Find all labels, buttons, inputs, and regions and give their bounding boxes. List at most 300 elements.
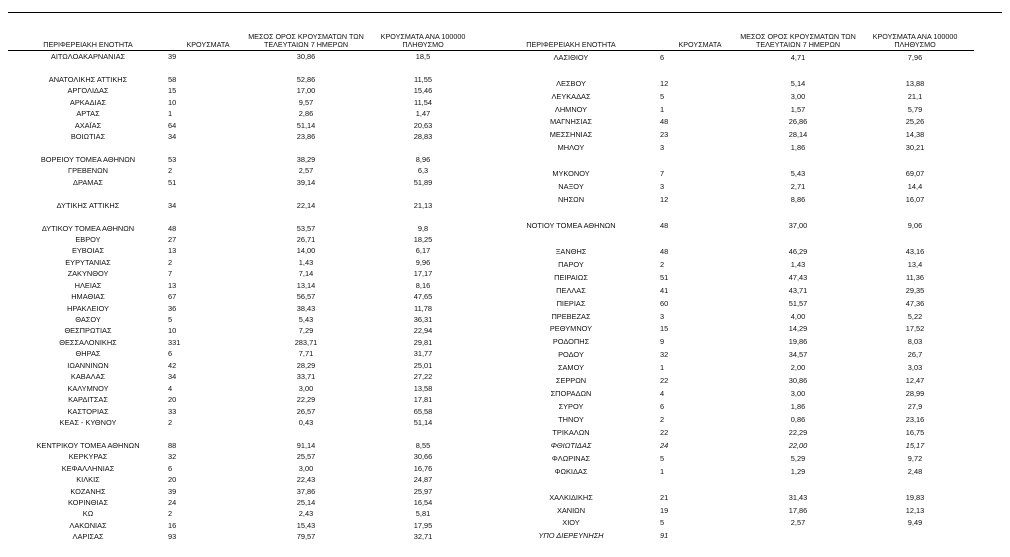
avg7-cell: 1,43 bbox=[790, 259, 806, 269]
cases-cell: 91 bbox=[660, 531, 669, 541]
header-cases: ΚΡΟΥΣΜΑΤΑ bbox=[678, 40, 722, 49]
avg7-cell: 7,14 bbox=[298, 269, 314, 279]
per100k-cell: 51,89 bbox=[413, 177, 433, 187]
per100k-cell: 5,81 bbox=[415, 509, 431, 519]
cases-cell: 13 bbox=[168, 246, 177, 256]
table-row bbox=[8, 280, 482, 291]
avg7-cell: 56,57 bbox=[296, 292, 316, 302]
region-cell: ΣΑΜΟΥ bbox=[557, 363, 585, 373]
avg7-cell: 0,43 bbox=[298, 417, 314, 427]
cases-cell: 22 bbox=[660, 427, 669, 437]
region-cell: ΜΕΣΣΗΝΙΑΣ bbox=[549, 130, 593, 140]
per100k-cell: 9,96 bbox=[415, 257, 431, 267]
avg7-cell: 22,29 bbox=[788, 427, 808, 437]
cases-cell: 3 bbox=[660, 143, 665, 153]
cases-cell: 21 bbox=[660, 492, 669, 502]
left-cases-table bbox=[8, 24, 482, 543]
per100k-cell: 21,13 bbox=[413, 200, 433, 210]
table-row bbox=[482, 297, 974, 310]
table-row bbox=[8, 51, 482, 63]
per100k-cell: 8,03 bbox=[907, 337, 923, 347]
cases-cell: 24 bbox=[168, 497, 177, 507]
cases-cell: 331 bbox=[168, 337, 181, 347]
spacer-cell bbox=[8, 188, 482, 199]
region-cell: ΦΛΩΡΙΝΑΣ bbox=[551, 453, 591, 463]
per100k-cell: 15,46 bbox=[413, 86, 433, 96]
spacer-cell bbox=[482, 155, 974, 168]
per100k-cell: 3,03 bbox=[907, 363, 923, 373]
cases-cell: 10 bbox=[168, 97, 177, 107]
per100k-cell: 1,47 bbox=[415, 109, 431, 119]
table-row bbox=[8, 291, 482, 302]
spacer-row bbox=[8, 188, 482, 199]
avg7-cell: 51,57 bbox=[788, 298, 808, 308]
region-cell: ΔΥΤΙΚΗΣ ΑΤΤΙΚΗΣ bbox=[56, 200, 120, 210]
region-cell: ΤΗΝΟΥ bbox=[558, 415, 584, 424]
table-row bbox=[8, 531, 482, 542]
table-row bbox=[8, 474, 482, 485]
region-cell: ΤΡΙΚΑΛΩΝ bbox=[552, 427, 590, 437]
avg7-cell: 2,43 bbox=[298, 509, 314, 519]
cases-cell: 48 bbox=[660, 117, 669, 127]
per100k-cell: 8,96 bbox=[415, 154, 431, 164]
per100k-cell: 8,16 bbox=[415, 280, 431, 290]
avg7-cell: 5,43 bbox=[298, 315, 314, 324]
table-row bbox=[8, 486, 482, 497]
table-row bbox=[8, 417, 482, 428]
cases-cell: 1 bbox=[660, 104, 665, 114]
avg7-cell: 22,14 bbox=[296, 200, 316, 210]
header-region: ΠΕΡΙΦΕΡΕΙΑΚΗ ΕΝΟΤΗΤΑ bbox=[43, 40, 133, 49]
table-row bbox=[482, 374, 974, 387]
spacer-cell bbox=[482, 478, 974, 491]
cases-cell: 64 bbox=[168, 120, 177, 130]
table-row bbox=[482, 400, 974, 413]
cases-cell: 2 bbox=[168, 417, 173, 427]
region-cell: ΚΑΛΥΜΝΟΥ bbox=[67, 383, 109, 393]
cases-cell: 42 bbox=[168, 360, 177, 370]
avg7-cell: 2,71 bbox=[790, 182, 806, 192]
cases-cell: 33 bbox=[168, 406, 177, 416]
avg7-cell: 5,14 bbox=[790, 78, 806, 88]
table-row bbox=[8, 303, 482, 314]
table-row bbox=[482, 180, 974, 193]
region-cell: ΜΗΛΟΥ bbox=[557, 143, 585, 153]
region-cell: ΗΡΑΚΛΕΙΟΥ bbox=[67, 303, 109, 313]
table-row bbox=[8, 74, 482, 85]
spacer-row bbox=[482, 206, 974, 219]
table-row bbox=[482, 219, 974, 232]
per100k-cell: 51,14 bbox=[413, 417, 433, 427]
cases-cell: 5 bbox=[168, 315, 173, 324]
cases-cell: 4 bbox=[168, 383, 173, 393]
avg7-cell: 17,86 bbox=[788, 505, 808, 515]
table-header-row bbox=[8, 24, 482, 51]
region-cell: ΘΕΣΣΑΛΟΝΙΚΗΣ bbox=[59, 337, 117, 347]
table-row bbox=[8, 223, 482, 234]
region-cell: ΚΩ bbox=[82, 509, 94, 519]
per100k-cell: 14,38 bbox=[905, 130, 925, 140]
header-avg7: ΜΕΣΟΣ ΟΡΟΣ ΚΡΟΥΣΜΑΤΩΝ ΤΩΝ ΤΕΛΕΥΤΑΙΩΝ 7 ΗΜΕΡΩΝ bbox=[248, 32, 364, 49]
table-row bbox=[482, 426, 974, 439]
cases-cell: 2 bbox=[168, 166, 173, 176]
per100k-cell: 17,52 bbox=[905, 324, 925, 334]
per100k-cell: 30,21 bbox=[905, 143, 925, 153]
table-row bbox=[8, 497, 482, 508]
cases-cell: 3 bbox=[660, 182, 665, 192]
per100k-cell: 2,48 bbox=[907, 466, 923, 476]
cases-cell: 4 bbox=[660, 389, 665, 399]
region-cell: ΡΟΔΟΠΗΣ bbox=[552, 337, 590, 347]
avg7-cell: 1,57 bbox=[790, 104, 806, 114]
avg7-cell: 19,86 bbox=[788, 337, 808, 347]
region-cell: ΚΑΒΑΛΑΣ bbox=[70, 372, 106, 382]
region-cell: ΗΛΕΙΑΣ bbox=[74, 280, 102, 290]
table-row bbox=[482, 336, 974, 349]
left-table-body bbox=[8, 51, 482, 543]
region-cell: ΑΝΑΤΟΛΙΚΗΣ ΑΤΤΙΚΗΣ bbox=[48, 74, 128, 84]
region-cell: ΠΕΙΡΑΙΩΣ bbox=[554, 272, 588, 282]
table-row bbox=[482, 310, 974, 323]
table-row bbox=[482, 90, 974, 103]
cases-cell: 67 bbox=[168, 292, 177, 302]
avg7-cell: 7,29 bbox=[298, 326, 314, 336]
table-row bbox=[482, 362, 974, 375]
region-cell: ΝΟΤΙΟΥ ΤΟΜΕΑ ΑΘΗΝΩΝ bbox=[526, 220, 616, 230]
avg7-cell: 43,71 bbox=[788, 285, 808, 295]
per100k-cell: 36,31 bbox=[413, 315, 433, 324]
region-cell: ΡΕΘΥΜΝΟΥ bbox=[549, 324, 593, 334]
table-row bbox=[482, 51, 974, 65]
cases-cell: 15 bbox=[168, 86, 177, 96]
region-cell: ΚΕΡΚΥΡΑΣ bbox=[68, 452, 108, 462]
avg7-cell: 9,57 bbox=[298, 97, 314, 107]
header-region: ΠΕΡΙΦΕΡΕΙΑΚΗ ΕΝΟΤΗΤΑ bbox=[526, 40, 616, 49]
cases-cell: 48 bbox=[660, 220, 669, 230]
avg7-cell: 1,86 bbox=[790, 402, 806, 412]
cases-cell: 51 bbox=[660, 272, 669, 282]
avg7-cell: 4,71 bbox=[790, 52, 806, 62]
region-cell: ΧΑΛΚΙΔΙΚΗΣ bbox=[549, 492, 593, 502]
avg7-cell: 26,71 bbox=[296, 234, 316, 244]
table-row bbox=[8, 200, 482, 211]
avg7-cell: 7,71 bbox=[298, 349, 314, 359]
region-cell: ΜΑΓΝΗΣΙΑΣ bbox=[550, 117, 592, 127]
region-cell: ΙΩΑΝΝΙΝΩΝ bbox=[67, 360, 109, 370]
region-cell: ΚΕΑΣ - ΚΥΘΝΟΥ bbox=[59, 417, 117, 427]
avg7-cell: 22,29 bbox=[296, 395, 316, 405]
header-per100k: ΚΡΟΥΣΜΑΤΑ ΑΝΑ 100000 ΠΛΗΘΥΣΜΟ bbox=[380, 32, 466, 49]
per100k-cell: 12,47 bbox=[905, 376, 925, 386]
table-row bbox=[8, 108, 482, 119]
cases-cell: 12 bbox=[660, 195, 669, 205]
cases-cell: 2 bbox=[168, 509, 173, 519]
cases-cell: 6 bbox=[168, 349, 173, 359]
region-cell: ΘΕΣΠΡΩΤΙΑΣ bbox=[64, 326, 112, 336]
table-row bbox=[8, 177, 482, 188]
cases-cell: 58 bbox=[168, 74, 177, 84]
region-cell: ΛΑΣΙΘΙΟΥ bbox=[553, 52, 589, 62]
per100k-cell: 22,94 bbox=[413, 326, 433, 336]
table-row bbox=[482, 167, 974, 180]
table-row bbox=[8, 165, 482, 176]
per100k-cell: 16,75 bbox=[905, 427, 925, 437]
per100k-cell: 9,72 bbox=[907, 453, 923, 463]
avg7-cell: 37,00 bbox=[788, 220, 808, 230]
per100k-cell: 11,78 bbox=[414, 303, 432, 313]
per100k-cell: 12,13 bbox=[905, 505, 925, 515]
table-row bbox=[482, 129, 974, 142]
region-cell: ΕΥΒΟΙΑΣ bbox=[71, 246, 105, 256]
cases-cell: 34 bbox=[168, 132, 177, 142]
cases-cell: 41 bbox=[660, 285, 669, 295]
per100k-cell: 13,88 bbox=[905, 78, 925, 88]
avg7-cell: 14,00 bbox=[296, 246, 316, 256]
table-row bbox=[8, 463, 482, 474]
table-row bbox=[8, 508, 482, 519]
avg7-cell: 22,43 bbox=[296, 475, 316, 485]
cases-cell: 6 bbox=[168, 463, 173, 473]
avg7-cell: 38,29 bbox=[296, 154, 316, 164]
avg7-cell: 3,00 bbox=[790, 389, 806, 399]
region-cell: ΚΕΝΤΡΙΚΟΥ ΤΟΜΕΑ ΑΘΗΝΩΝ bbox=[36, 440, 140, 450]
table-row bbox=[482, 349, 974, 362]
per100k-cell: 15,17 bbox=[905, 440, 925, 450]
avg7-cell: 25,57 bbox=[296, 452, 316, 462]
avg7-cell: 53,57 bbox=[296, 223, 316, 233]
spacer-cell bbox=[8, 428, 482, 439]
table-row bbox=[8, 131, 482, 142]
table-row bbox=[482, 413, 974, 426]
spacer-row bbox=[8, 211, 482, 222]
per100k-cell: 25,01 bbox=[413, 360, 433, 370]
per100k-cell: 5,79 bbox=[907, 104, 923, 114]
avg7-cell: 39,14 bbox=[296, 177, 316, 187]
region-cell: ΛΕΥΚΑΔΑΣ bbox=[551, 91, 591, 101]
avg7-cell: 4,00 bbox=[790, 311, 806, 321]
avg7-cell: 91,14 bbox=[296, 440, 316, 450]
avg7-cell: 5,43 bbox=[790, 169, 806, 179]
avg7-cell: 17,00 bbox=[296, 86, 316, 96]
cases-cell: 34 bbox=[168, 372, 177, 382]
per100k-cell: 26,7 bbox=[907, 350, 923, 360]
cases-cell: 39 bbox=[168, 486, 177, 496]
cases-cell: 2 bbox=[168, 257, 173, 267]
avg7-cell: 28,29 bbox=[296, 360, 316, 370]
avg7-cell: 1,86 bbox=[790, 143, 806, 153]
cases-cell: 32 bbox=[168, 452, 177, 462]
region-cell: ΚΟΡΙΝΘΙΑΣ bbox=[67, 497, 109, 507]
avg7-cell: 26,57 bbox=[296, 406, 316, 416]
table-row bbox=[8, 85, 482, 96]
region-cell: ΔΥΤΙΚΟΥ ΤΟΜΕΑ ΑΘΗΝΩΝ bbox=[41, 223, 135, 233]
cases-cell: 5 bbox=[660, 91, 665, 101]
per100k-cell: 25,26 bbox=[905, 117, 925, 127]
per100k-cell: 30,66 bbox=[413, 452, 433, 462]
per100k-cell: 23,16 bbox=[905, 415, 925, 424]
cases-cell: 5 bbox=[660, 453, 665, 463]
spacer-row bbox=[482, 478, 974, 491]
spacer-row bbox=[482, 232, 974, 245]
region-cell: ΑΡΚΑΔΙΑΣ bbox=[69, 97, 107, 107]
avg7-cell: 30,86 bbox=[788, 376, 808, 386]
per100k-cell: 65,58 bbox=[413, 406, 433, 416]
per100k-cell: 5,22 bbox=[907, 311, 923, 321]
region-cell: ΕΥΡΥΤΑΝΙΑΣ bbox=[65, 257, 111, 267]
per100k-cell: 43,16 bbox=[905, 246, 925, 256]
table-row bbox=[8, 325, 482, 336]
per100k-cell: 24,87 bbox=[413, 475, 433, 485]
top-border-line bbox=[8, 12, 1002, 13]
avg7-cell: 51,14 bbox=[296, 120, 316, 130]
spacer-cell bbox=[482, 64, 974, 77]
covid-cases-sheet bbox=[8, 24, 974, 543]
table-row bbox=[482, 517, 974, 530]
cases-cell: 6 bbox=[660, 52, 665, 62]
region-cell: ΛΑΡΙΣΑΣ bbox=[72, 532, 104, 542]
per100k-cell: 20,63 bbox=[413, 120, 433, 130]
region-cell: ΑΡΓΟΛΙΔΑΣ bbox=[67, 86, 109, 96]
table-row bbox=[482, 491, 974, 504]
region-cell: ΝΗΣΩΝ bbox=[557, 195, 585, 205]
avg7-cell: 2,57 bbox=[298, 166, 314, 176]
cases-cell: 48 bbox=[168, 223, 177, 233]
region-cell: ΛΗΜΝΟΥ bbox=[554, 104, 588, 114]
per100k-cell: 16,54 bbox=[413, 497, 433, 507]
avg7-cell: 34,57 bbox=[788, 350, 808, 360]
per100k-cell: 8,55 bbox=[415, 440, 431, 450]
table-row bbox=[8, 394, 482, 405]
cases-cell: 48 bbox=[660, 246, 669, 256]
region-cell: ΓΡΕΒΕΝΩΝ bbox=[68, 166, 108, 176]
cases-cell: 2 bbox=[660, 259, 665, 269]
region-cell: ΧΙΟΥ bbox=[562, 518, 580, 528]
region-cell: ΦΩΚΙΔΑΣ bbox=[554, 466, 588, 476]
region-cell: ΞΑΝΘΗΣ bbox=[555, 246, 587, 256]
header-avg7: ΜΕΣΟΣ ΟΡΟΣ ΚΡΟΥΣΜΑΤΩΝ ΤΩΝ ΤΕΛΕΥΤΑΙΩΝ 7 ΗΜΕΡΩΝ bbox=[740, 32, 856, 49]
table-row bbox=[8, 257, 482, 268]
per100k-cell: 9,8 bbox=[417, 223, 429, 233]
avg7-cell: 25,14 bbox=[296, 497, 316, 507]
per100k-cell: 28,99 bbox=[905, 389, 925, 399]
table-row bbox=[8, 371, 482, 382]
per100k-cell: 9,49 bbox=[907, 518, 923, 528]
region-cell: ΚΟΖΑΝΗΣ bbox=[70, 486, 106, 496]
per100k-cell: 11,54 bbox=[414, 97, 432, 107]
avg7-cell: 1,43 bbox=[298, 257, 314, 267]
per100k-cell: 31,77 bbox=[413, 349, 433, 359]
region-cell: ΒΟΡΕΙΟΥ ΤΟΜΕΑ ΑΘΗΝΩΝ bbox=[40, 154, 136, 164]
table-row bbox=[482, 271, 974, 284]
avg7-cell: 2,57 bbox=[790, 518, 806, 528]
table-row bbox=[8, 97, 482, 108]
cases-cell: 12 bbox=[660, 78, 669, 88]
spacer-row bbox=[8, 428, 482, 439]
per100k-cell: 9,06 bbox=[907, 220, 923, 230]
cases-cell: 13 bbox=[168, 280, 177, 290]
cases-cell: 53 bbox=[168, 154, 177, 164]
region-cell: ΚΕΦΑΛΛΗΝΙΑΣ bbox=[61, 463, 115, 473]
avg7-cell: 3,00 bbox=[298, 383, 314, 393]
per100k-cell: 69,07 bbox=[905, 169, 925, 179]
spacer-cell bbox=[482, 232, 974, 245]
avg7-cell: 47,43 bbox=[788, 272, 808, 282]
cases-cell: 93 bbox=[168, 532, 177, 542]
avg7-cell: 3,00 bbox=[790, 91, 806, 101]
avg7-cell: 1,29 bbox=[790, 466, 806, 476]
region-cell: ΧΑΝΙΩΝ bbox=[556, 505, 586, 515]
avg7-cell: 283,71 bbox=[294, 337, 318, 347]
cases-cell: 51 bbox=[168, 177, 177, 187]
spacer-row bbox=[8, 62, 482, 73]
region-cell: ΘΗΡΑΣ bbox=[75, 349, 101, 359]
cases-cell: 2 bbox=[660, 415, 665, 424]
region-cell: ΔΡΑΜΑΣ bbox=[73, 177, 103, 187]
cases-cell: 39 bbox=[168, 52, 177, 61]
spacer-cell bbox=[8, 211, 482, 222]
avg7-cell: 33,71 bbox=[296, 372, 316, 382]
region-cell: ΑΡΤΑΣ bbox=[76, 109, 100, 119]
table-row bbox=[482, 530, 974, 543]
table-row bbox=[8, 360, 482, 371]
per100k-cell bbox=[856, 530, 974, 543]
region-cell: ΣΕΡΡΩΝ bbox=[555, 376, 587, 386]
per100k-cell: 13,58 bbox=[413, 383, 433, 393]
per100k-cell: 6,3 bbox=[417, 166, 429, 176]
table-row bbox=[482, 284, 974, 297]
cases-cell: 6 bbox=[660, 402, 665, 412]
per100k-cell: 16,07 bbox=[905, 195, 925, 205]
table-row bbox=[482, 142, 974, 155]
cases-cell: 34 bbox=[168, 200, 177, 210]
table-row bbox=[8, 314, 482, 325]
cases-cell: 10 bbox=[168, 326, 177, 336]
region-cell: ΥΠΟ ΔΙΕΡΕΥΝΗΣΗ bbox=[538, 531, 604, 541]
avg7-cell: 3,00 bbox=[298, 463, 314, 473]
cases-cell: 16 bbox=[168, 520, 177, 530]
avg7-cell: 46,29 bbox=[788, 246, 808, 256]
cases-cell: 1 bbox=[660, 363, 665, 373]
region-cell: ΚΙΛΚΙΣ bbox=[76, 475, 100, 485]
per100k-cell: 6,17 bbox=[415, 246, 431, 256]
spacer-cell bbox=[482, 206, 974, 219]
avg7-cell: 8,86 bbox=[790, 195, 806, 205]
table-row bbox=[8, 245, 482, 256]
region-cell: ΠΕΛΛΑΣ bbox=[556, 285, 586, 295]
table-row bbox=[8, 154, 482, 165]
avg7-cell: 22,00 bbox=[788, 440, 808, 450]
per100k-cell: 25,97 bbox=[413, 486, 433, 496]
per100k-cell: 29,35 bbox=[905, 285, 925, 295]
per100k-cell: 7,96 bbox=[907, 52, 923, 62]
per100k-cell: 28,83 bbox=[413, 132, 433, 142]
spacer-row bbox=[482, 155, 974, 168]
per100k-cell: 14,4 bbox=[907, 182, 923, 192]
cases-cell: 20 bbox=[168, 475, 177, 485]
table-row bbox=[8, 120, 482, 131]
cases-cell: 88 bbox=[168, 440, 177, 450]
table-row bbox=[8, 234, 482, 245]
avg7-cell: 52,86 bbox=[296, 74, 316, 84]
table-row bbox=[482, 77, 974, 90]
table-row bbox=[482, 116, 974, 129]
table-row bbox=[482, 439, 974, 452]
avg7-cell: 2,00 bbox=[790, 363, 806, 373]
table-row bbox=[482, 258, 974, 271]
avg7-cell bbox=[740, 530, 856, 543]
region-cell: ΖΑΚΥΝΘΟΥ bbox=[67, 269, 109, 279]
region-cell: ΛΕΣΒΟΥ bbox=[556, 78, 586, 88]
